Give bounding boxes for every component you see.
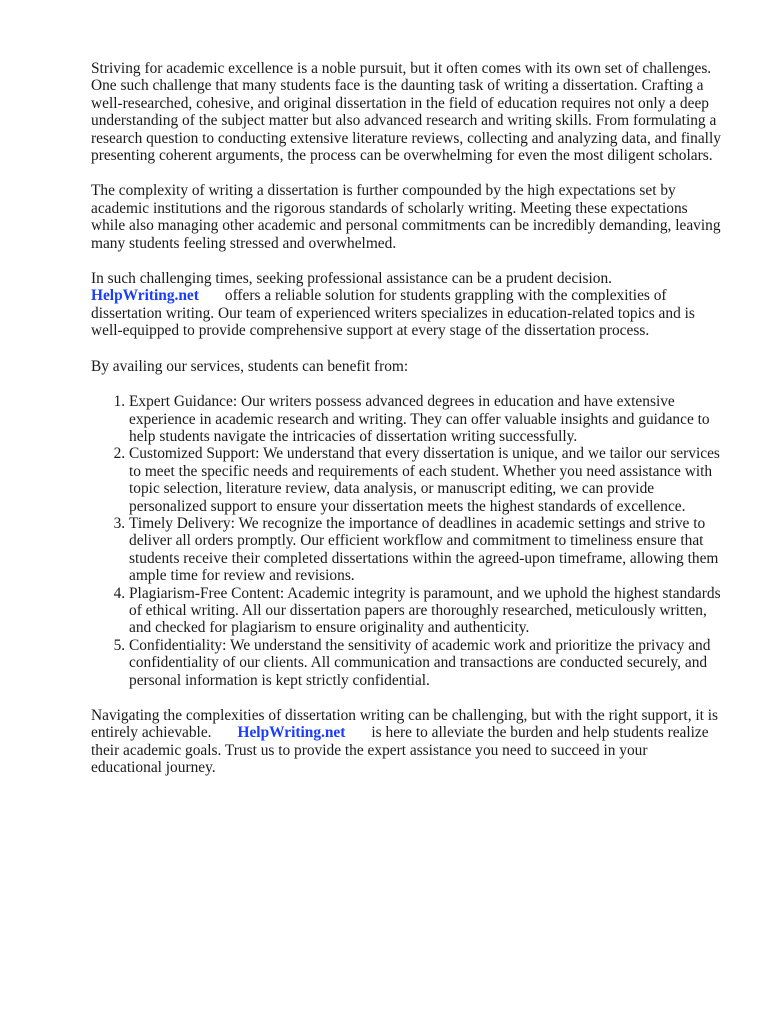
assistance-paragraph <box>91 270 721 340</box>
list-item: 5. Confidentiality: We understand the sensitivity of academic work and prioritize the privacy and confidentiality of our clients. All communication and transactions are conducted securely, and personal information is kept strictly confidential. <box>129 637 721 689</box>
closing-paragraph <box>91 707 721 777</box>
list-item: 3. Timely Delivery: We recognize the importance of deadlines in academic settings and strive to deliver all orders promptly. Our efficient workflow and commitment to timeliness ensure that students receive their completed dissertations within the agreed-upon timeframe, allowing them ample time for review and revisions. <box>129 515 721 585</box>
assistance-text-after: offers a reliable solution for students grappling with the complexities of dissertation writing. Our team of experienced writers specializes in education-related topics and is well-equipped to provide comprehensive support at every stage of the dissertation process. <box>91 287 695 340</box>
assistance-text-before: In such challenging times, seeking professional assistance can be a prudent decision. <box>91 270 612 288</box>
helpwriting-link[interactable]: HelpWriting.net <box>237 724 346 742</box>
list-item: 1. Expert Guidance: Our writers possess advanced degrees in education and have extensive experience in academic research and writing. They can offer valuable insights and guidance to help students navigate the intricacies of dissertation writing successfully. <box>129 393 721 445</box>
list-item: 2. Customized Support: We understand that every dissertation is unique, and we tailor our services to meet the specific needs and requirements of each student. Whether you need assistance with topic selection, literature review, data analysis, or manuscript editing, we can provide personalized support to ensure your dissertation meets the highest standards of excellence. <box>129 445 721 515</box>
closing-text-before: Navigating the complexities of dissertation writing can be challenging, but with the right support, it is entirely achievable. <box>91 707 719 742</box>
intro-paragraph: Striving for academic excellence is a noble pursuit, but it often comes with its own set of challenges. One such challenge that many students face is the daunting task of writing a dissertation. Crafting a well-researched, cohesive, and original dissertation in the field of education requires not only a deep understanding of the subject matter but also advanced research and writing skills. From formulating a research question to conducting extensive literature reviews, collecting and analyzing data, and finally presenting coherent arguments, the process can be overwhelming for even the most diligent scholars. <box>91 60 721 165</box>
helpwriting-link[interactable]: HelpWriting.net <box>91 287 199 305</box>
benefits-intro: By availing our services, students can benefit from: <box>91 357 409 375</box>
closing-text-after: is here to alleviate the burden and help students realize their academic goals. Trust us to provide the expert assistance you need to succeed in your educational journey. <box>91 724 709 777</box>
list-item: 4. Plagiarism-Free Content: Academic integrity is paramount, and we uphold the highest standards of ethical writing. All our dissertation papers are thoroughly researched, meticulously written, and checked for plagiarism to ensure originality and authenticity. <box>129 585 721 637</box>
document-page <box>91 60 721 795</box>
benefits-list <box>91 393 721 689</box>
complexity-paragraph: The complexity of writing a dissertation is further compounded by the high expectations set by academic institutions and the rigorous standards of scholarly writing. Meeting these expectations while also managing other academic and personal commitments can be incredibly demanding, leaving many students feeling stressed and overwhelmed. <box>91 182 721 252</box>
